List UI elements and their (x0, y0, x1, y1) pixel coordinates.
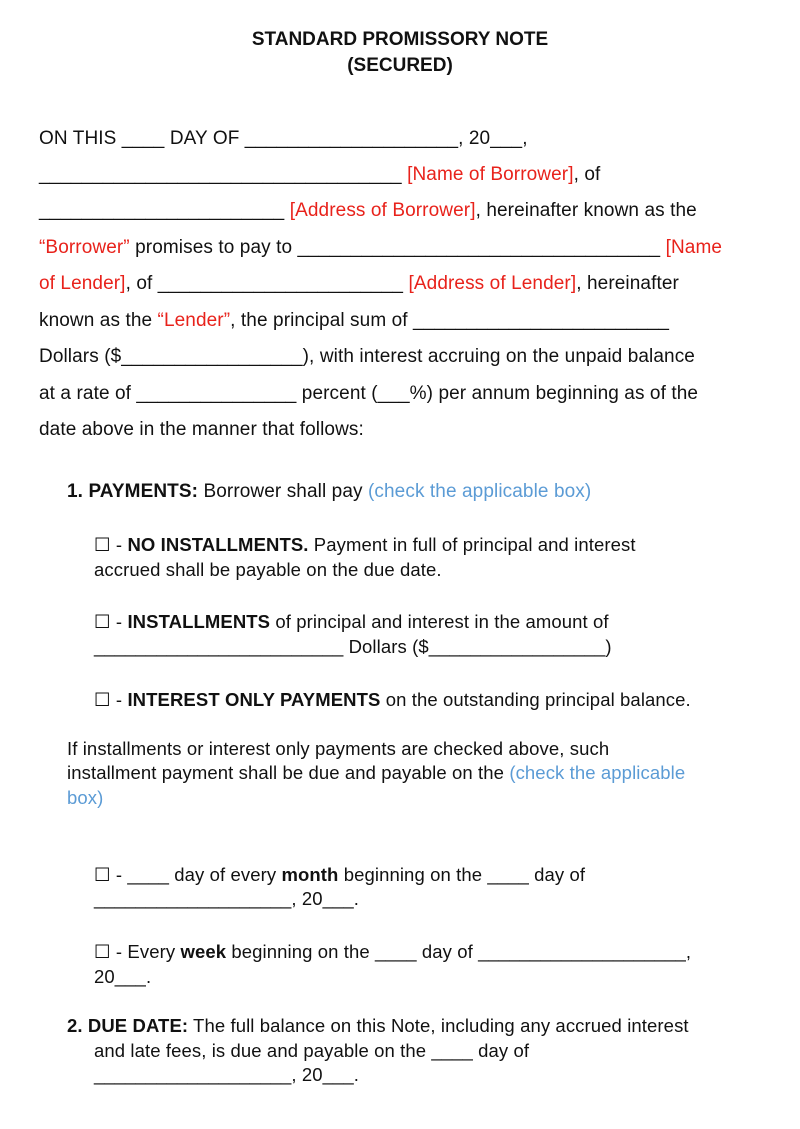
option-installments[interactable] (94, 611, 609, 633)
borrower-name-placeholder: [Name of Borrower] (407, 164, 574, 185)
lender-name-placeholder-cont: of Lender] (39, 273, 126, 294)
schedule-text[interactable]: beginning on the ____ day of (338, 864, 586, 885)
checkbox-icon[interactable]: ☐ - (94, 689, 128, 710)
schedule-text[interactable]: beginning on the ____ day of ____________________, (226, 941, 692, 962)
option-no-installments-line-2: accrued shall be payable on the due date. (94, 559, 442, 580)
intro-line-2 (39, 164, 600, 186)
option-text: on the outstanding principal balance. (380, 689, 691, 710)
intro-line-4 (39, 237, 722, 259)
schedule-bold: month (281, 864, 339, 885)
due-date-text: The full balance on this Note, including any accrued interest (188, 1015, 689, 1036)
section-number: 1. (67, 481, 84, 502)
installment-note-line-2 (67, 762, 685, 784)
schedule-monthly-date[interactable]: ___________________, 20___. (94, 888, 360, 909)
borrower-address-blank[interactable]: _______________________ (39, 200, 285, 221)
intro-line-9: date above in the manner that follows: (39, 419, 364, 440)
intro-line-5 (39, 273, 679, 295)
payments-heading: PAYMENTS: (88, 481, 199, 502)
due-date-heading: DUE DATE: (87, 1015, 189, 1036)
intro-line-8[interactable]: at a rate of _______________ percent (___%) per annum beginning as of the (39, 383, 699, 404)
payments-hint: (check the applicable box) (367, 481, 592, 502)
option-text: Payment in full of principal and interest (308, 534, 636, 555)
note-text: installment payment shall be due and payable on the (67, 762, 510, 783)
due-date-heading-line (67, 1015, 689, 1037)
lender-name-blank[interactable]: promises to pay to __________________________________ (129, 237, 661, 258)
option-label: NO INSTALLMENTS. (127, 534, 309, 555)
lender-address-blank[interactable]: , of _______________________ (125, 273, 404, 294)
option-no-installments[interactable] (94, 534, 636, 556)
lender-term: “Lender” (157, 310, 231, 331)
section-number: 2. (67, 1015, 83, 1036)
schedule-bold: week (180, 941, 227, 962)
note-hint: (check the applicable (509, 762, 686, 783)
borrower-address-placeholder: [Address of Borrower] (289, 200, 476, 221)
intro-line-7[interactable]: Dollars ($_________________), with interest accruing on the unpaid balance (39, 346, 695, 367)
lender-name-placeholder: [Name (665, 237, 723, 258)
installment-note-line-1: If installments or interest only payments are checked above, such (67, 738, 610, 759)
principal-sum-blank[interactable]: , the principal sum of ________________________ (230, 310, 670, 331)
due-date-line-2[interactable]: and late fees, is due and payable on the ____ day of (94, 1040, 530, 1061)
schedule-weekly-year[interactable]: 20___. (94, 966, 152, 987)
intro-line-6 (39, 310, 669, 332)
schedule-text[interactable]: ☐ - Every (94, 941, 181, 962)
schedule-text[interactable]: ☐ - ____ day of every (94, 864, 282, 885)
intro-text: , hereinafter known as the (475, 200, 697, 221)
intro-text: , of (573, 164, 601, 185)
lender-address-placeholder: [Address of Lender] (408, 273, 577, 294)
installment-note-line-3: box) (67, 787, 104, 808)
option-interest-only[interactable] (94, 689, 691, 711)
borrower-name-blank[interactable]: __________________________________ (39, 164, 402, 185)
borrower-term: “Borrower” (39, 237, 130, 258)
intro-line-1: ON THIS ____ DAY OF ____________________, 20___, (39, 128, 528, 149)
intro-line-3 (39, 200, 697, 222)
option-label: INTEREST ONLY PAYMENTS (127, 689, 381, 710)
intro-text: known as the (39, 310, 158, 331)
document-title: STANDARD PROMISSORY NOTE (251, 29, 549, 50)
document-subtitle: (SECURED) (347, 55, 453, 76)
schedule-monthly[interactable] (94, 864, 585, 886)
payments-text: Borrower shall pay (198, 481, 368, 502)
option-text: of principal and interest in the amount of (270, 611, 609, 632)
option-label: INSTALLMENTS (127, 611, 271, 632)
schedule-weekly[interactable] (94, 941, 691, 963)
installment-amount-blanks[interactable]: ________________________ Dollars ($_________________) (94, 636, 612, 657)
checkbox-icon[interactable]: ☐ - (94, 534, 128, 555)
payments-heading-line (67, 481, 591, 503)
due-date-line-3[interactable]: ___________________, 20___. (94, 1064, 360, 1085)
checkbox-icon[interactable]: ☐ - (94, 611, 128, 632)
intro-text: , hereinafter (576, 273, 679, 294)
